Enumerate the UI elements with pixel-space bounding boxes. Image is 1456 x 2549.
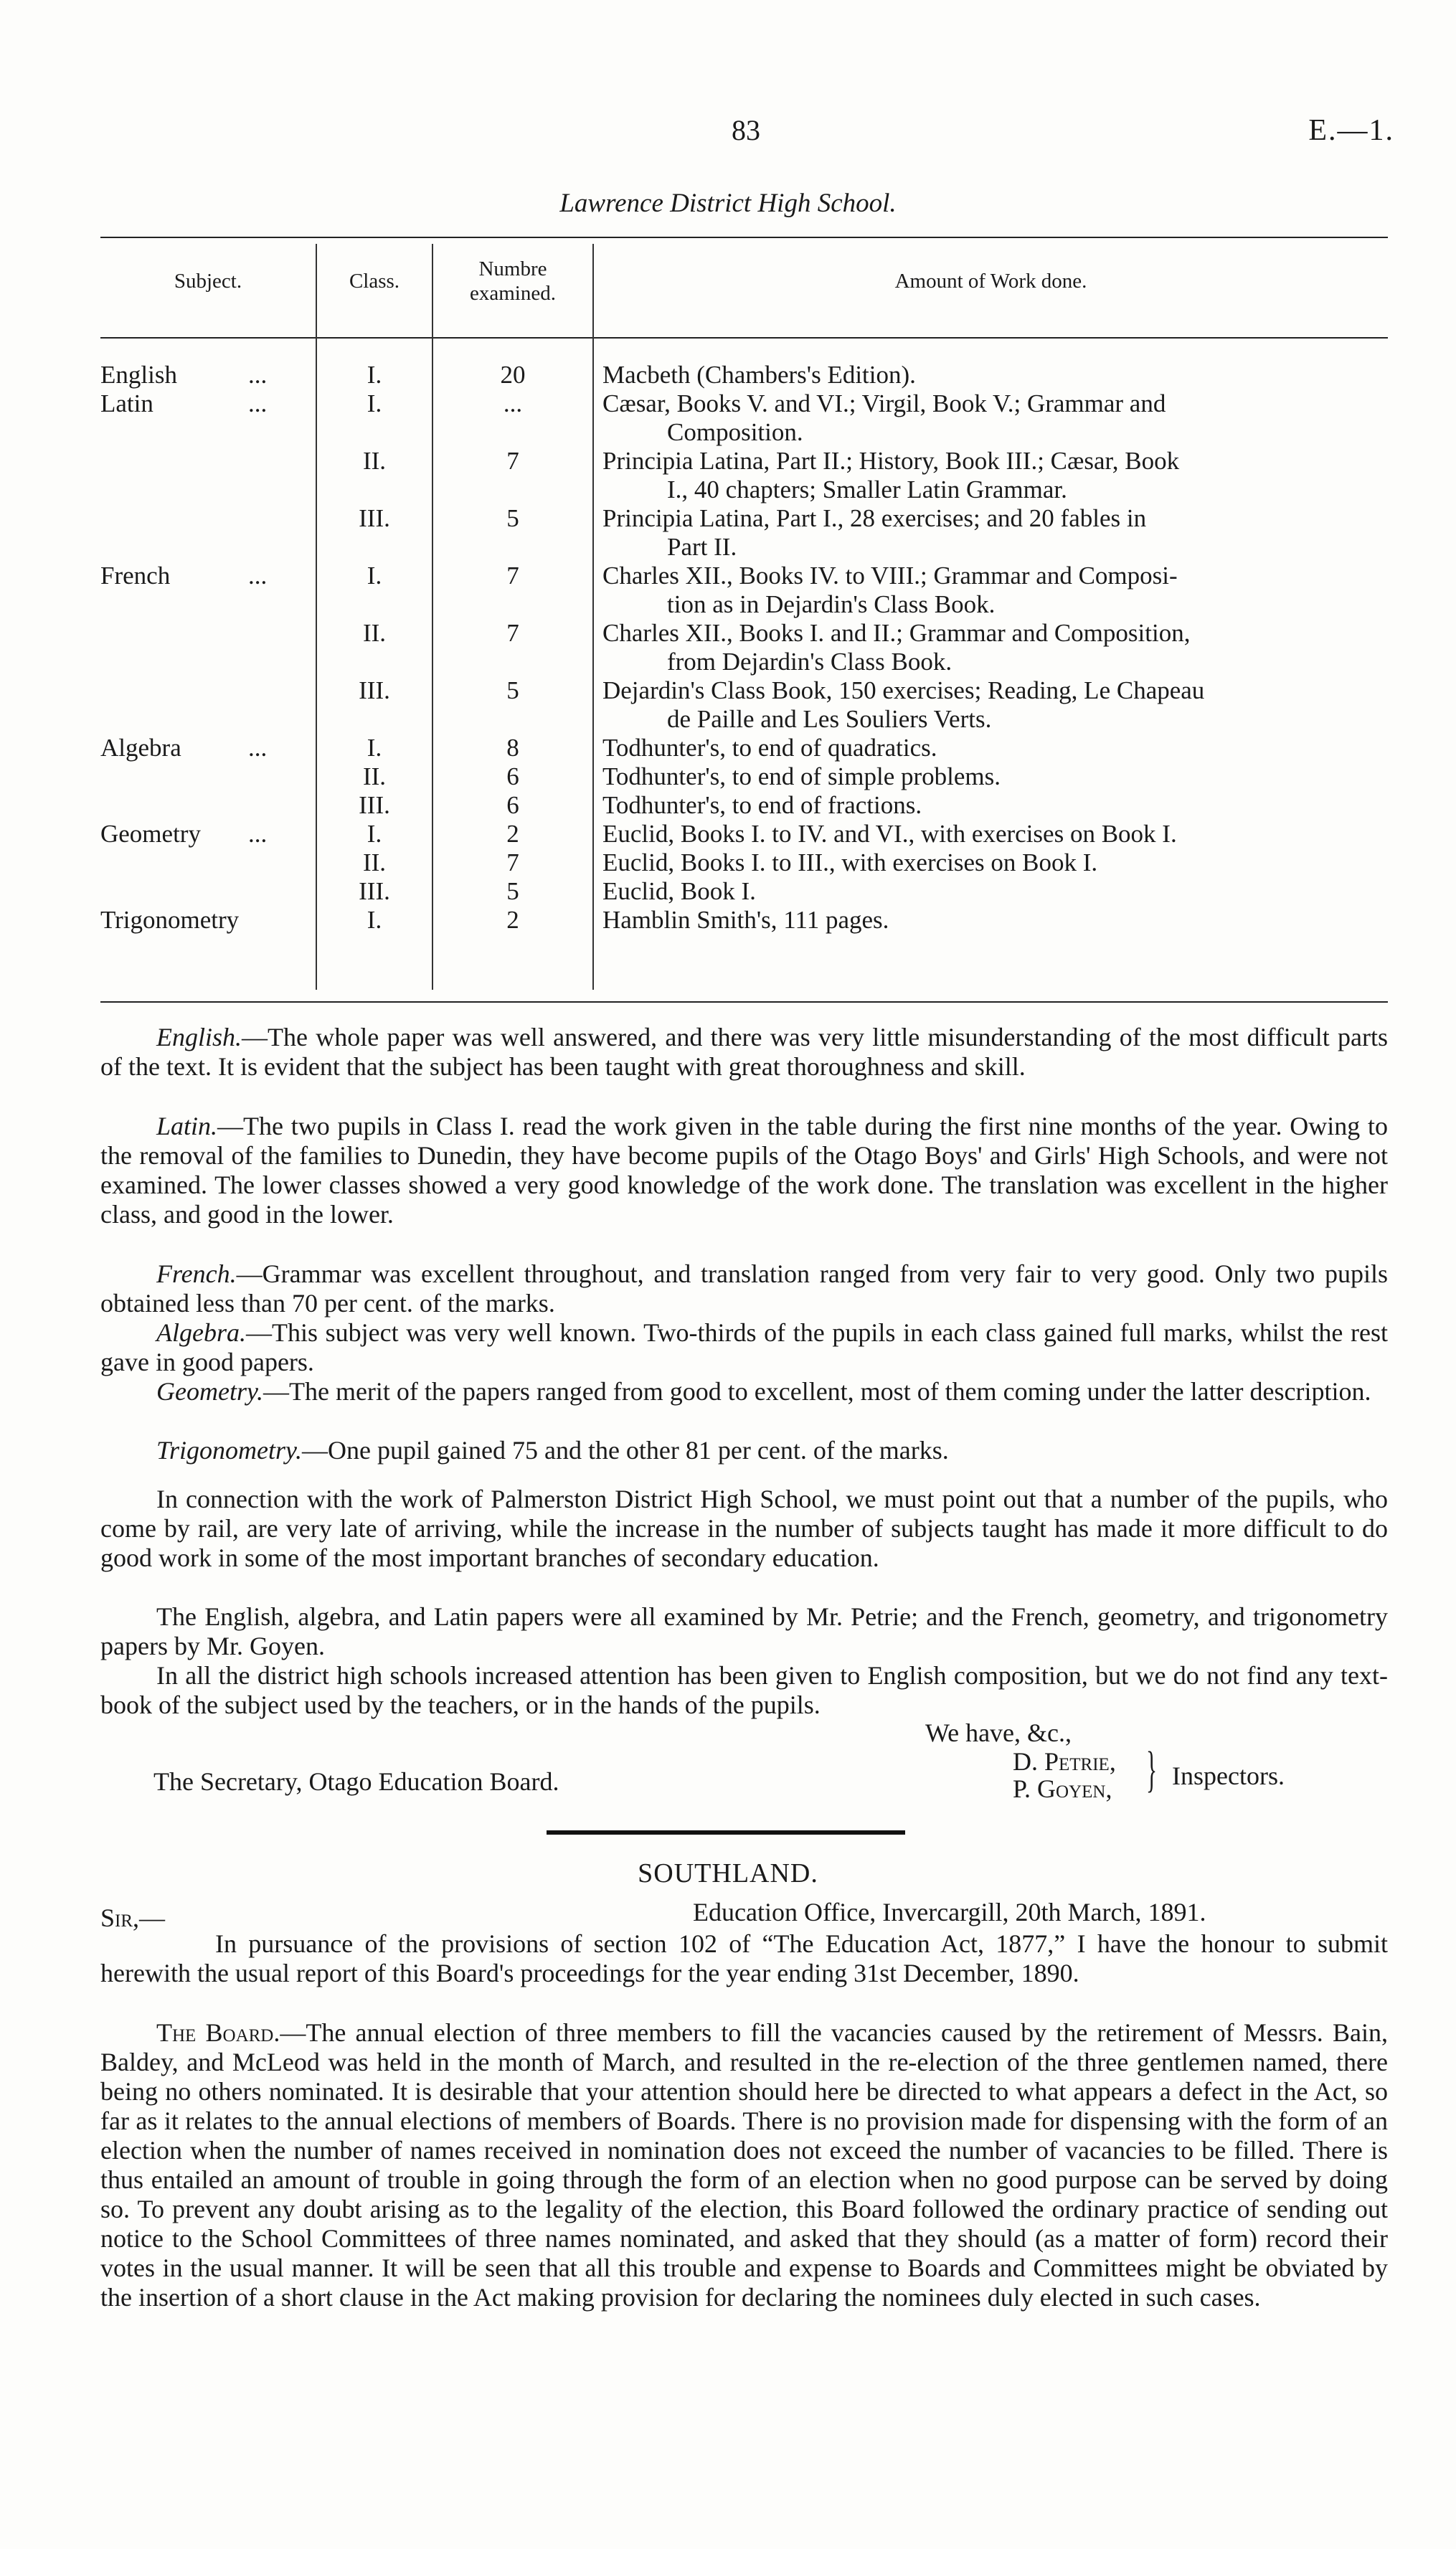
work-line-continued: Part II. bbox=[667, 533, 737, 561]
addressee: The Secretary, Otago Education Board. bbox=[153, 1767, 559, 1796]
work-line-continued: de Paille and Les Souliers Verts. bbox=[667, 705, 992, 733]
remark-label: Geometry. bbox=[156, 1377, 263, 1406]
row-class: II. bbox=[362, 848, 387, 876]
remark-text: —The merit of the papers ranged from good to excellent, most of them coming under the latter description. bbox=[263, 1377, 1371, 1406]
row-subject: Latin bbox=[100, 389, 153, 417]
row-examined: 7 bbox=[506, 447, 519, 475]
board-text: —The annual election of three members to fill the vacancies caused by the retirement of Messrs. Bain, Baldey, and McLeod was held in the month of March, and resulted in the re-election of the three gentlemen named, there being no others nominated. It is desirable that your attention should here be directed to what appears a defect in the Act, so far as it relates to the annual elections of members of Boards. There is no provision made for dispensing with the form of an election when the number of names received in nomination does not exceed the number of vacancies to be filled. There is thus entailed an amount of trouble in going through the form of an election when no good purpose can be served by doing so. To prevent any doubt arising as to the legality of the election, this Board followed the ordinary practice of sending out notice to the School Committees of three names nominated, and asked that they should (as a matter of form) record their votes in the usual manner. It will be seen that all this trouble and expense to Boards and Committees might be obviated by the insertion of a short clause in the Act making provision for declaring the nominees duly elected in such cases. bbox=[100, 2018, 1388, 2312]
closing-paragraph-1 bbox=[100, 1485, 1388, 1573]
row-work bbox=[602, 361, 1384, 389]
remark-label: Trigonometry. bbox=[156, 1436, 303, 1465]
remark-french bbox=[100, 1259, 1388, 1318]
header-examined-line1: Numbre bbox=[478, 257, 547, 280]
remark-text: —The whole paper was well answered, and there was very little misunderstanding of the most difficult parts of the text. It is evident that the subject has been taught with great thoroughness and skill. bbox=[100, 1023, 1388, 1081]
school-title: Lawrence District High School. bbox=[559, 189, 897, 218]
we-have: We have, &c., bbox=[925, 1718, 1072, 1747]
row-work bbox=[602, 734, 1384, 762]
header-subject: Subject. bbox=[174, 270, 242, 293]
closing-paragraph-3 bbox=[100, 1661, 1388, 1720]
work-line: Euclid, Books I. to IV. and VI., with exercises on Book I. bbox=[602, 820, 1177, 848]
table-header-rule bbox=[100, 337, 1388, 339]
remark-latin bbox=[100, 1112, 1388, 1229]
header-examined-line2: examined. bbox=[470, 282, 556, 305]
inspectors-label: Inspectors. bbox=[1172, 1761, 1285, 1790]
row-class: I. bbox=[367, 562, 382, 590]
page-number: 83 bbox=[732, 114, 760, 146]
work-line-continued: tion as in Dejardin's Class Book. bbox=[667, 590, 996, 618]
row-work bbox=[602, 906, 1384, 935]
row-class: II. bbox=[362, 447, 387, 475]
row-dots: ... bbox=[248, 820, 268, 848]
row-work bbox=[602, 619, 1384, 676]
dateline: Education Office, Invercargill, 20th March, 1891. bbox=[693, 1898, 1206, 1926]
row-examined: 20 bbox=[500, 361, 526, 389]
row-class: III. bbox=[359, 676, 390, 704]
row-dots: ... bbox=[248, 361, 268, 389]
row-examined: 7 bbox=[506, 619, 519, 647]
row-work bbox=[602, 676, 1384, 734]
table-top-rule bbox=[100, 237, 1388, 238]
row-examined: 7 bbox=[506, 848, 519, 876]
work-line-continued: I., 40 chapters; Smaller Latin Grammar. bbox=[667, 476, 1067, 503]
row-examined: 5 bbox=[506, 676, 519, 704]
row-class: III. bbox=[359, 791, 390, 819]
remark-label: English. bbox=[156, 1023, 242, 1051]
remark-text: —The two pupils in Class I. read the work given in the table during the first nine months of the year. Owing to the removal of the families to Dunedin, they have become pupils of the Otago Boys' and Girls' High Schools, and were not examined. The lower classes showed a very good knowledge of the work done. The translation was excellent in the higher class, and good in the lower. bbox=[100, 1112, 1388, 1229]
row-work bbox=[602, 762, 1384, 791]
row-examined: 6 bbox=[506, 791, 519, 819]
row-work bbox=[602, 504, 1384, 562]
row-work bbox=[602, 791, 1384, 820]
row-dots: ... bbox=[248, 389, 268, 417]
row-class: I. bbox=[367, 820, 382, 848]
header-examined bbox=[433, 257, 592, 306]
remark-label: French. bbox=[156, 1259, 237, 1288]
closing-text: The English, algebra, and Latin papers were all examined by Mr. Petrie; and the French, geometry, and trigonometry papers by Mr. Goyen. bbox=[100, 1602, 1388, 1660]
row-class: I. bbox=[367, 389, 382, 417]
row-examined: 8 bbox=[506, 734, 519, 762]
row-work bbox=[602, 447, 1384, 504]
work-line: Macbeth (Chambers's Edition). bbox=[602, 361, 916, 389]
work-line: Euclid, Book I. bbox=[602, 877, 756, 905]
row-work bbox=[602, 848, 1384, 877]
remark-text: —One pupil gained 75 and the other 81 per cent. of the marks. bbox=[302, 1436, 949, 1465]
row-subject: French bbox=[100, 562, 171, 590]
row-examined: 2 bbox=[506, 906, 519, 934]
closing-paragraph-2 bbox=[100, 1602, 1388, 1661]
work-line: Euclid, Books I. to III., with exercises on Book I. bbox=[602, 848, 1098, 876]
row-class: III. bbox=[359, 877, 390, 905]
work-line: Charles XII., Books I. and II.; Grammar and Composition, bbox=[602, 619, 1191, 647]
remark-label: Algebra. bbox=[156, 1318, 246, 1347]
row-class: I. bbox=[367, 906, 382, 934]
row-class: I. bbox=[367, 361, 382, 389]
remark-trigonometry bbox=[100, 1436, 1388, 1465]
remark-geometry bbox=[100, 1377, 1388, 1406]
row-subject: Geometry bbox=[100, 820, 201, 848]
work-line: Todhunter's, to end of simple problems. bbox=[602, 762, 1001, 790]
work-line-continued: Composition. bbox=[667, 418, 803, 446]
brace: } bbox=[1146, 1742, 1158, 1797]
remark-text: —Grammar was excellent throughout, and translation ranged from very fair to very good. Only two pupils obtained less than 70 per cent. of the marks. bbox=[100, 1259, 1388, 1318]
remark-algebra bbox=[100, 1318, 1388, 1377]
header-work: Amount of Work done. bbox=[894, 270, 1087, 293]
signature-petrie: D. Petrie, bbox=[1013, 1747, 1116, 1776]
work-line: Charles XII., Books IV. to VIII.; Grammar and Composi- bbox=[602, 562, 1178, 590]
row-subject: Trigonometry bbox=[100, 906, 240, 934]
row-class: III. bbox=[359, 504, 390, 532]
row-examined: 7 bbox=[506, 562, 519, 590]
southland-board-paragraph bbox=[100, 2018, 1388, 2312]
closing-text: In all the district high schools increased attention has been given to English composition, but we do not find any text-book of the subject used by the teachers, or in the hands of the pupils. bbox=[100, 1661, 1388, 1719]
row-work bbox=[602, 877, 1384, 906]
work-line: Hamblin Smith's, 111 pages. bbox=[602, 906, 889, 934]
work-line: Todhunter's, to end of fractions. bbox=[602, 791, 922, 819]
row-class: II. bbox=[362, 619, 387, 647]
work-line: Todhunter's, to end of quadratics. bbox=[602, 734, 937, 762]
board-label: The Board. bbox=[156, 2018, 280, 2047]
work-line: Principia Latina, Part II.; History, Book III.; Cæsar, Book bbox=[602, 447, 1180, 475]
section-heading: SOUTHLAND. bbox=[638, 1858, 818, 1888]
salutation: Sir,— bbox=[100, 1904, 166, 1932]
column-divider bbox=[592, 244, 594, 990]
row-dots: ... bbox=[248, 734, 268, 762]
page-reference: E.—1. bbox=[1308, 114, 1394, 147]
row-examined: 5 bbox=[506, 877, 519, 905]
remark-text: —This subject was very well known. Two-thirds of the pupils in each class gained full marks, whilst the rest gave in good papers. bbox=[100, 1318, 1388, 1376]
southland-intro-text: In pursuance of the provisions of section 102 of “The Education Act, 1877,” I have the honour to submit herewith the usual report of this Board's proceedings for the year ending 31st December, 1890. bbox=[100, 1929, 1388, 1987]
signature-goyen: P. Goyen, bbox=[1013, 1774, 1112, 1803]
table-bottom-rule bbox=[100, 1001, 1388, 1003]
work-line: Principia Latina, Part I., 28 exercises; and 20 fables in bbox=[602, 504, 1147, 532]
row-work bbox=[602, 562, 1384, 619]
row-subject: Algebra bbox=[100, 734, 181, 762]
remark-label: Latin. bbox=[156, 1112, 218, 1140]
row-work bbox=[602, 820, 1384, 848]
work-line-continued: from Dejardin's Class Book. bbox=[667, 648, 952, 676]
row-examined: ... bbox=[503, 389, 523, 417]
row-work bbox=[602, 389, 1384, 447]
row-class: I. bbox=[367, 734, 382, 762]
page-header bbox=[0, 113, 1456, 156]
row-class: II. bbox=[362, 762, 387, 790]
work-line: Cæsar, Books V. and VI.; Virgil, Book V.; Grammar and bbox=[602, 389, 1166, 417]
work-line: Dejardin's Class Book, 150 exercises; Reading, Le Chapeau bbox=[602, 676, 1205, 704]
remark-english bbox=[100, 1023, 1388, 1082]
section-divider bbox=[547, 1830, 905, 1835]
examination-table bbox=[100, 237, 1388, 1003]
southland-paragraph-1 bbox=[100, 1929, 1388, 1988]
closing-text: In connection with the work of Palmerston District High School, we must point out that a number of the pupils, who come by rail, are very late of arriving, while the increase in the number of subjects taught has made it more difficult to do good work in some of the most important branches of secondary education. bbox=[100, 1485, 1388, 1572]
row-examined: 2 bbox=[506, 820, 519, 848]
row-examined: 5 bbox=[506, 504, 519, 532]
row-subject: English bbox=[100, 361, 177, 389]
row-examined: 6 bbox=[506, 762, 519, 790]
row-dots: ... bbox=[248, 562, 268, 590]
header-class: Class. bbox=[349, 270, 400, 293]
